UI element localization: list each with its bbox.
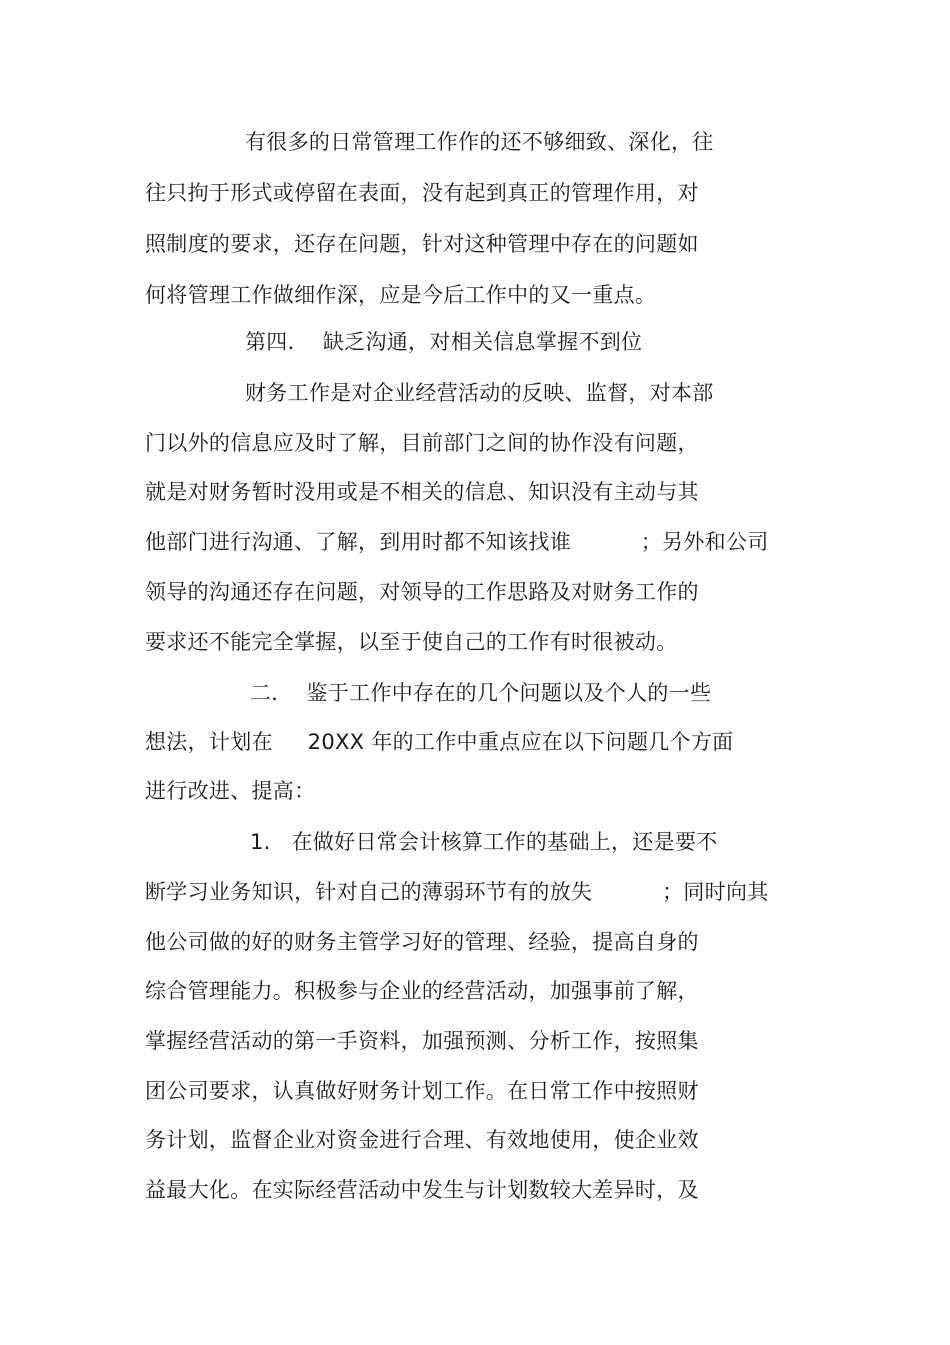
paragraph-line: 何将管理工作做细作深，应是今后工作中的又一重点。 — [145, 283, 657, 307]
paragraph-line: 他公司做的好的财务主管学习好的管理、经验，提高自身的 — [145, 930, 699, 954]
paragraph-line: 领导的沟通还存在问题，对领导的工作思路及对财务工作的 — [145, 580, 699, 604]
paragraph-line: 门以外的信息应及时了解，目前部门之间的协作没有问题， — [145, 431, 699, 455]
paragraph-line: 务计划，监督企业对资金进行合理、有效地使用，使企业效 — [145, 1128, 699, 1152]
paragraph-line: 断学习业务知识，针对自己的薄弱环节有的放失 ；同时向其 — [145, 880, 769, 904]
paragraph-line: 团公司要求，认真做好财务计划工作。在日常工作中按照财 — [145, 1079, 699, 1103]
paragraph-line: 照制度的要求，还存在问题，针对这种管理中存在的问题如 — [145, 232, 699, 256]
paragraph-line: 想法，计划在 20XX 年的工作中重点应在以下问题几个方面 — [145, 730, 734, 754]
list-item-line: 1. 在做好日常会计核算工作的基础上，还是要不 — [250, 830, 718, 854]
paragraph-line: 掌握经营活动的第一手资料，加强预测、分析工作，按照集 — [145, 1029, 699, 1053]
paragraph-line: 财务工作是对企业经营活动的反映、监督，对本部 — [245, 381, 714, 405]
paragraph-line: 就是对财务暂时没用或是不相关的信息、知识没有主动与其 — [145, 480, 699, 504]
paragraph-line: 综合管理能力。积极参与企业的经营活动，加强事前了解， — [145, 979, 699, 1003]
section-heading: 第四． 缺乏沟通，对相关信息掌握不到位 — [245, 330, 643, 354]
paragraph-line: 往只拘于形式或停留在表面，没有起到真正的管理作用，对 — [145, 181, 699, 205]
paragraph-line: 益最大化。在实际经营活动中发生与计划数较大差异时，及 — [145, 1178, 699, 1202]
section-heading: 二． 鉴于工作中存在的几个问题以及个人的一些 — [250, 681, 712, 705]
paragraph-line: 进行改进、提高： — [145, 779, 316, 803]
paragraph-line: 要求还不能完全掌握，以至于使自己的工作有时很被动。 — [145, 630, 678, 654]
paragraph-line: 有很多的日常管理工作作的还不够细致、深化，往 — [245, 130, 714, 154]
paragraph-line: 他部门进行沟通、了解，到用时都不知该找谁 ；另外和公司 — [145, 530, 769, 554]
